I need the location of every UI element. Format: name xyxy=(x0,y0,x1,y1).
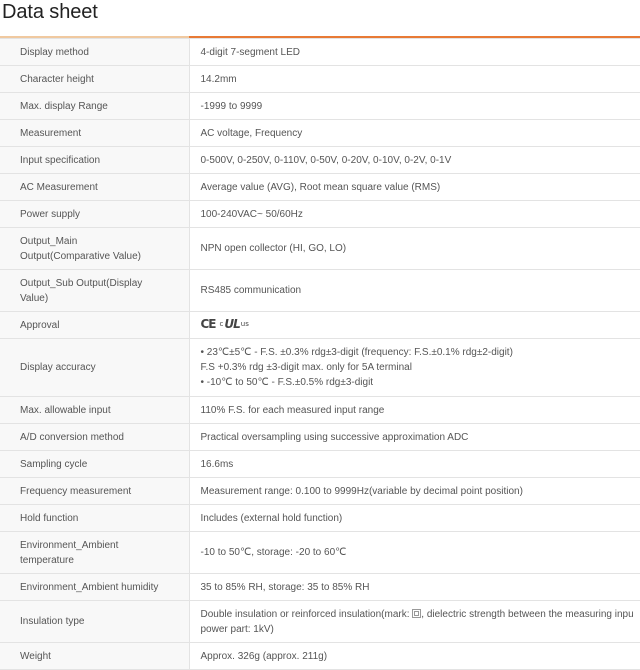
table-row xyxy=(0,505,640,532)
spec-label: Max. allowable input xyxy=(0,397,189,424)
table-row xyxy=(0,397,640,424)
spec-value-line xyxy=(201,607,640,622)
spec-label xyxy=(0,270,189,312)
spec-value-line: • 23℃±5℃ - F.S. ±0.3% rdg±3-digit (frequency: F.S.±0.1% rdg±2-digit) xyxy=(201,345,640,360)
spec-value: RS485 communication xyxy=(189,270,640,312)
spec-value: NPN open collector (HI, GO, LO) xyxy=(189,228,640,270)
spec-label xyxy=(0,228,189,270)
spec-label: Approval xyxy=(0,312,189,339)
spec-value: Measurement range: 0.100 to 9999Hz(variable by decimal point position) xyxy=(189,478,640,505)
c-ul-us-mark-icon: UL xyxy=(224,317,239,332)
spec-label: Sampling cycle xyxy=(0,451,189,478)
spec-label: Display method xyxy=(0,39,189,66)
approval-marks xyxy=(201,317,249,332)
c-ul-us-mark-icon-us: us xyxy=(241,317,249,332)
table-row xyxy=(0,66,640,93)
spec-label: Hold function xyxy=(0,505,189,532)
spec-value: Includes (external hold function) xyxy=(189,505,640,532)
table-row xyxy=(0,532,640,574)
spec-label: Display accuracy xyxy=(0,339,189,397)
data-sheet-table xyxy=(0,36,640,670)
c-ul-us-mark-icon-c: c xyxy=(220,317,224,332)
spec-label: Measurement xyxy=(0,120,189,147)
spec-value: Practical oversampling using successive approximation ADC xyxy=(189,424,640,451)
spec-value xyxy=(189,339,640,397)
table-row xyxy=(0,93,640,120)
spec-value xyxy=(189,601,640,643)
table-row xyxy=(0,270,640,312)
spec-label: Insulation type xyxy=(0,601,189,643)
spec-value: -1999 to 9999 xyxy=(189,93,640,120)
table-row xyxy=(0,643,640,670)
spec-value: -10 to 50℃, storage: -20 to 60℃ xyxy=(189,532,640,574)
spec-value: 110% F.S. for each measured input range xyxy=(189,397,640,424)
spec-label: Max. display Range xyxy=(0,93,189,120)
spec-value-line: • -10℃ to 50℃ - F.S.±0.5% rdg±3-digit xyxy=(201,375,640,390)
spec-label: Power supply xyxy=(0,201,189,228)
spec-label: AC Measurement xyxy=(0,174,189,201)
table-row xyxy=(0,39,640,66)
spec-value: 14.2mm xyxy=(189,66,640,93)
spec-value xyxy=(189,312,640,339)
table-row xyxy=(0,120,640,147)
spec-label: Character height xyxy=(0,66,189,93)
spec-label: Input specification xyxy=(0,147,189,174)
spec-label: A/D conversion method xyxy=(0,424,189,451)
spec-value-line: power part: 1kV) xyxy=(201,622,640,637)
table-row xyxy=(0,478,640,505)
insulation-text-after: , dielectric strength between the measuring inpu xyxy=(421,609,633,620)
table-row xyxy=(0,339,640,397)
spec-label-line: Environment_Ambient xyxy=(20,538,181,553)
spec-label-line: temperature xyxy=(20,553,181,568)
spec-label xyxy=(0,532,189,574)
spec-value: 35 to 85% RH, storage: 35 to 85% RH xyxy=(189,574,640,601)
spec-label: Weight xyxy=(0,643,189,670)
table-row xyxy=(0,201,640,228)
table-row xyxy=(0,228,640,270)
table-row xyxy=(0,147,640,174)
spec-value: 100-240VAC~ 50/60Hz xyxy=(189,201,640,228)
spec-value-line: F.S +0.3% rdg ±3-digit max. only for 5A terminal xyxy=(201,360,640,375)
insulation-text-before: Double insulation or reinforced insulation(mark: xyxy=(201,609,413,620)
ce-mark-icon: CE xyxy=(201,317,216,332)
spec-value: Approx. 326g (approx. 211g) xyxy=(189,643,640,670)
spec-label-line: Output(Comparative Value) xyxy=(20,249,181,264)
table-row xyxy=(0,174,640,201)
double-insulation-mark-icon xyxy=(412,609,421,618)
spec-label: Environment_Ambient humidity xyxy=(0,574,189,601)
spec-value: Average value (AVG), Root mean square value (RMS) xyxy=(189,174,640,201)
spec-label-line: Output_Sub Output(Display xyxy=(20,276,181,291)
spec-value: 4-digit 7-segment LED xyxy=(189,39,640,66)
table-row xyxy=(0,424,640,451)
page-title: Data sheet xyxy=(2,0,98,25)
table-row xyxy=(0,574,640,601)
table-row xyxy=(0,601,640,643)
spec-value: 16.6ms xyxy=(189,451,640,478)
table-row xyxy=(0,451,640,478)
spec-value: 0-500V, 0-250V, 0-110V, 0-50V, 0-20V, 0-10V, 0-2V, 0-1V xyxy=(189,147,640,174)
spec-label-line: Output_Main xyxy=(20,234,181,249)
spec-label: Frequency measurement xyxy=(0,478,189,505)
spec-value: AC voltage, Frequency xyxy=(189,120,640,147)
table-row xyxy=(0,312,640,339)
spec-label-line: Value) xyxy=(20,291,181,306)
